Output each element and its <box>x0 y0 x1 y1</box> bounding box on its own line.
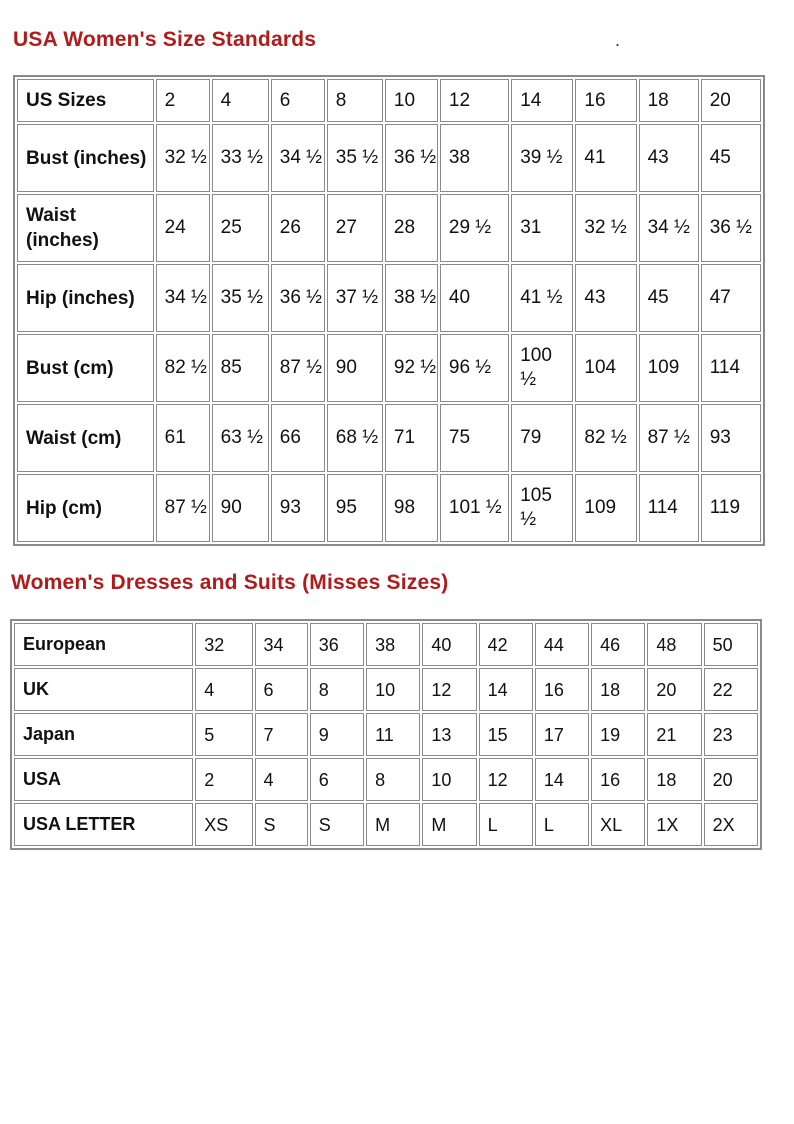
table-cell: 20 <box>704 758 758 801</box>
row-label: US Sizes <box>17 79 154 122</box>
table-cell: 34 ½ <box>639 194 699 262</box>
table-cell: 8 <box>366 758 420 801</box>
row-label: European <box>14 623 193 666</box>
table-cell: 36 ½ <box>701 194 761 262</box>
table-cell: 48 <box>647 623 701 666</box>
table-cell: 33 ½ <box>212 124 269 192</box>
table-cell: 34 ½ <box>271 124 325 192</box>
table-cell: 82 ½ <box>575 404 636 472</box>
table-cell: 6 <box>255 668 308 711</box>
table-cell: 2 <box>195 758 252 801</box>
table-row <box>14 713 758 756</box>
table-cell: 41 <box>575 124 636 192</box>
table-cell: 13 <box>422 713 476 756</box>
table-cell: 8 <box>327 79 383 122</box>
stray-dot: . <box>615 30 621 50</box>
table-cell: 24 <box>156 194 210 262</box>
table-cell: 32 <box>195 623 252 666</box>
table-cell: 109 <box>639 334 699 402</box>
row-label: Bust (cm) <box>17 334 154 402</box>
table-cell: 39 ½ <box>511 124 573 192</box>
table-cell: 45 <box>701 124 761 192</box>
row-label: USA LETTER <box>14 803 193 846</box>
table-cell: 61 <box>156 404 210 472</box>
table-cell: 36 <box>310 623 364 666</box>
table-cell: 29 ½ <box>440 194 509 262</box>
table-cell: 31 <box>511 194 573 262</box>
table-cell: 79 <box>511 404 573 472</box>
table-cell: 93 <box>701 404 761 472</box>
table-cell: 105 ½ <box>511 474 573 542</box>
table-cell: 42 <box>479 623 533 666</box>
table-cell: 40 <box>422 623 476 666</box>
table-cell: 45 <box>639 264 699 332</box>
table-cell: 11 <box>366 713 420 756</box>
table-cell: 10 <box>422 758 476 801</box>
table-cell: 16 <box>575 79 636 122</box>
us-size-standards-title: USA Women's Size Standards <box>13 28 317 51</box>
table-cell: 36 ½ <box>385 124 438 192</box>
table-cell: 114 <box>701 334 761 402</box>
table-cell: 32 ½ <box>156 124 210 192</box>
table-cell: 43 <box>639 124 699 192</box>
table-cell: 10 <box>385 79 438 122</box>
row-label: Hip (cm) <box>17 474 154 542</box>
table-cell: 10 <box>366 668 420 711</box>
table-row <box>17 404 761 472</box>
table-cell: 14 <box>535 758 589 801</box>
table-cell: 18 <box>591 668 645 711</box>
table-cell: 87 ½ <box>156 474 210 542</box>
table-cell: S <box>255 803 308 846</box>
table-cell: 96 ½ <box>440 334 509 402</box>
table-cell: M <box>422 803 476 846</box>
table-cell: XL <box>591 803 645 846</box>
table-cell: 18 <box>639 79 699 122</box>
table-cell: 104 <box>575 334 636 402</box>
table-cell: 90 <box>327 334 383 402</box>
table-cell: 38 <box>440 124 509 192</box>
table-cell: XS <box>195 803 252 846</box>
table-cell: 63 ½ <box>212 404 269 472</box>
table-cell: 12 <box>479 758 533 801</box>
table-row <box>14 623 758 666</box>
table-cell: 14 <box>511 79 573 122</box>
row-label: Bust (inches) <box>17 124 154 192</box>
table-cell: 17 <box>535 713 589 756</box>
table-cell: 66 <box>271 404 325 472</box>
row-label: Waist (cm) <box>17 404 154 472</box>
misses-sizes-table <box>10 619 762 850</box>
table-cell: 1X <box>647 803 701 846</box>
table-cell: 34 ½ <box>156 264 210 332</box>
table-cell: 16 <box>591 758 645 801</box>
table-cell: 26 <box>271 194 325 262</box>
table-cell: 50 <box>704 623 758 666</box>
table-cell: 4 <box>212 79 269 122</box>
table-cell: 25 <box>212 194 269 262</box>
table-cell: 2X <box>704 803 758 846</box>
table-cell: 90 <box>212 474 269 542</box>
table-row <box>14 803 758 846</box>
table-cell: 16 <box>535 668 589 711</box>
table-cell: 35 ½ <box>327 124 383 192</box>
table-cell: 36 ½ <box>271 264 325 332</box>
table-cell: 35 ½ <box>212 264 269 332</box>
table-cell: 85 <box>212 334 269 402</box>
table-row <box>14 758 758 801</box>
table-row <box>17 334 761 402</box>
table-cell: 93 <box>271 474 325 542</box>
table-cell: 18 <box>647 758 701 801</box>
table-cell: 4 <box>255 758 308 801</box>
table-row <box>17 474 761 542</box>
table-cell: 7 <box>255 713 308 756</box>
table-cell: 41 ½ <box>511 264 573 332</box>
table-cell: 95 <box>327 474 383 542</box>
table-cell: S <box>310 803 364 846</box>
table-cell: 92 ½ <box>385 334 438 402</box>
table-cell: 40 <box>440 264 509 332</box>
table-cell: 43 <box>575 264 636 332</box>
table-cell: 46 <box>591 623 645 666</box>
table-cell: 21 <box>647 713 701 756</box>
table-cell: 6 <box>271 79 325 122</box>
table-cell: 101 ½ <box>440 474 509 542</box>
row-label: Waist (inches) <box>17 194 154 262</box>
misses-sizes-title: Women's Dresses and Suits (Misses Sizes) <box>11 571 449 594</box>
table-cell: 27 <box>327 194 383 262</box>
row-label: Japan <box>14 713 193 756</box>
row-label: Hip (inches) <box>17 264 154 332</box>
table-cell: 44 <box>535 623 589 666</box>
table-cell: 100 ½ <box>511 334 573 402</box>
us-size-standards-table <box>13 75 765 546</box>
table-cell: 22 <box>704 668 758 711</box>
table-cell: 98 <box>385 474 438 542</box>
table-row <box>17 194 761 262</box>
table-cell: 71 <box>385 404 438 472</box>
table-cell: 87 ½ <box>271 334 325 402</box>
table-row <box>17 79 761 122</box>
table-cell: 4 <box>195 668 252 711</box>
table-row <box>14 668 758 711</box>
table-row <box>17 264 761 332</box>
table-cell: 15 <box>479 713 533 756</box>
table-cell: 119 <box>701 474 761 542</box>
table-cell: 28 <box>385 194 438 262</box>
table-cell: 37 ½ <box>327 264 383 332</box>
table-cell: 20 <box>701 79 761 122</box>
table-cell: 38 ½ <box>385 264 438 332</box>
row-label: UK <box>14 668 193 711</box>
table-cell: 109 <box>575 474 636 542</box>
table-cell: L <box>479 803 533 846</box>
table-cell: L <box>535 803 589 846</box>
table-cell: 6 <box>310 758 364 801</box>
table-cell: 12 <box>422 668 476 711</box>
table-cell: M <box>366 803 420 846</box>
table-cell: 8 <box>310 668 364 711</box>
table-cell: 14 <box>479 668 533 711</box>
row-label: USA <box>14 758 193 801</box>
table-cell: 20 <box>647 668 701 711</box>
table-cell: 12 <box>440 79 509 122</box>
table-cell: 82 ½ <box>156 334 210 402</box>
table-cell: 32 ½ <box>575 194 636 262</box>
table-cell: 34 <box>255 623 308 666</box>
table-cell: 5 <box>195 713 252 756</box>
table-cell: 38 <box>366 623 420 666</box>
table-row <box>17 124 761 192</box>
table-cell: 23 <box>704 713 758 756</box>
table-cell: 9 <box>310 713 364 756</box>
table-cell: 19 <box>591 713 645 756</box>
table-cell: 75 <box>440 404 509 472</box>
table-cell: 2 <box>156 79 210 122</box>
table-cell: 47 <box>701 264 761 332</box>
table-cell: 87 ½ <box>639 404 699 472</box>
table-cell: 68 ½ <box>327 404 383 472</box>
table-cell: 114 <box>639 474 699 542</box>
